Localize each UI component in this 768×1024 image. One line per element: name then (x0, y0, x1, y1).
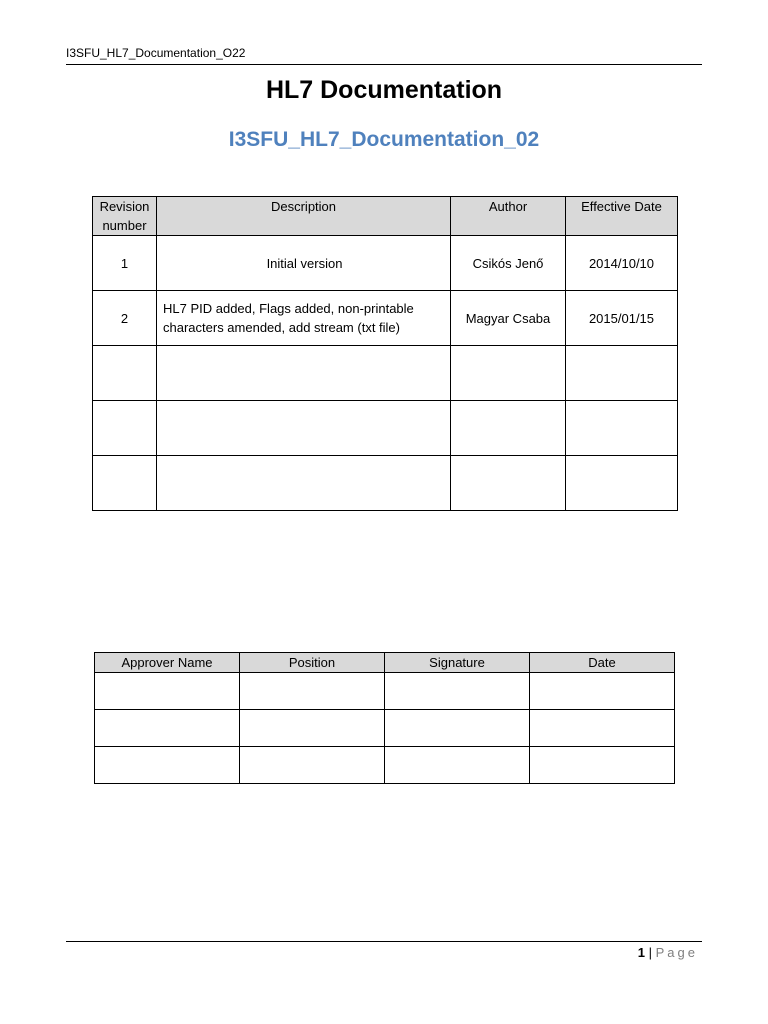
table-row (95, 747, 675, 784)
table-row (95, 673, 675, 710)
table-row (93, 346, 678, 401)
cell-revision (93, 456, 157, 511)
table-row (93, 456, 678, 511)
header-doc-code: I3SFU_HL7_Documentation_O22 (66, 46, 246, 60)
header-approver-name: Approver Name (95, 653, 240, 673)
header-signature: Signature (385, 653, 530, 673)
header-date: Date (530, 653, 675, 673)
cell-date (530, 673, 675, 710)
cell-signature (385, 710, 530, 747)
cell-position (240, 747, 385, 784)
cell-approver-name (95, 747, 240, 784)
cell-description (157, 401, 451, 456)
revision-table (92, 196, 678, 511)
approver-table (94, 652, 675, 784)
cell-author: Csikós Jenő (451, 236, 566, 291)
cell-effective-date (566, 401, 678, 456)
cell-description (157, 456, 451, 511)
header-description: Description (157, 197, 451, 236)
cell-author: Magyar Csaba (451, 291, 566, 346)
cell-effective-date: 2014/10/10 (566, 236, 678, 291)
document-subtitle: I3SFU_HL7_Documentation_02 (228, 128, 540, 151)
header-effective-date: Effective Date (566, 197, 678, 236)
cell-effective-date: 2015/01/15 (566, 291, 678, 346)
cell-date (530, 710, 675, 747)
cell-author (451, 456, 566, 511)
approver-table-header (95, 653, 675, 673)
header-position: Position (240, 653, 385, 673)
cell-approver-name (95, 673, 240, 710)
table-row (95, 710, 675, 747)
page-number: 1 (637, 945, 645, 960)
header-revision-number: Revision number (93, 197, 157, 236)
header-author: Author (451, 197, 566, 236)
cell-revision (93, 401, 157, 456)
page-footer (638, 945, 698, 960)
cell-description (157, 346, 451, 401)
cell-description: HL7 PID added, Flags added, non-printable characters amended, add stream (txt file) (157, 291, 451, 346)
table-row (93, 291, 678, 346)
cell-revision (93, 346, 157, 401)
header-rule (66, 64, 702, 65)
cell-signature (385, 673, 530, 710)
document-title: HL7 Documentation (265, 76, 503, 104)
cell-approver-name (95, 710, 240, 747)
revision-table-header (93, 197, 678, 236)
cell-effective-date (566, 456, 678, 511)
cell-author (451, 346, 566, 401)
page-label: Page (655, 945, 698, 960)
cell-date (530, 747, 675, 784)
footer-rule (66, 941, 702, 942)
cell-description: Initial version (157, 236, 451, 291)
cell-signature (385, 747, 530, 784)
cell-revision: 1 (93, 236, 157, 291)
table-row (93, 401, 678, 456)
cell-author (451, 401, 566, 456)
cell-revision: 2 (93, 291, 157, 346)
page-separator: | (648, 945, 652, 960)
cell-position (240, 710, 385, 747)
cell-position (240, 673, 385, 710)
cell-effective-date (566, 346, 678, 401)
table-row (93, 236, 678, 291)
